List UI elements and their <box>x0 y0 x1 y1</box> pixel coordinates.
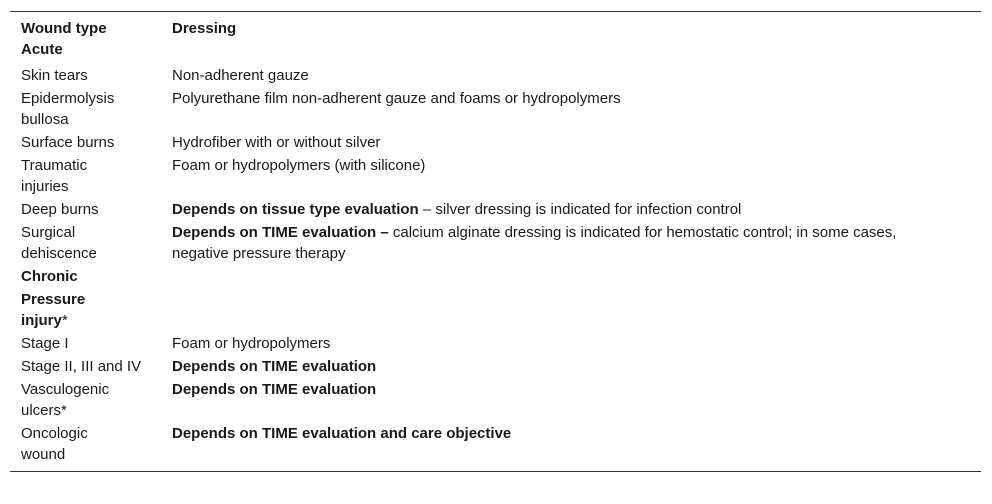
dressing-cell <box>172 423 932 444</box>
dressing-emphasis: Depends on TIME evaluation <box>172 358 377 375</box>
wound-type-cell: Oncologic wound <box>21 425 88 463</box>
subsection-pressure-text: Pressure injury <box>21 291 86 329</box>
dressing-cell <box>172 356 932 377</box>
header-dressing-label: Dressing <box>172 20 237 37</box>
wound-type-cell: Epidermolysis bullosa <box>21 90 115 128</box>
wound-type-cell: Traumatic injuries <box>21 157 88 195</box>
header-wound-type-label: Wound type <box>21 20 107 37</box>
table-row <box>10 132 981 153</box>
wound-type-cell: Vasculogenic ulcers* <box>21 381 110 419</box>
dressing-cell: Non-adherent gauze <box>172 67 309 84</box>
dressing-cell: Foam or hydropolymers (with silicone) <box>172 157 426 174</box>
subsection-header-row <box>10 289 981 331</box>
wound-type-cell: Surface burns <box>21 134 115 151</box>
dressing-emphasis: Depends on TIME evaluation <box>172 381 377 398</box>
dressing-emphasis: Depends on tissue type evaluation <box>172 201 419 218</box>
section-chronic-label <box>10 266 172 287</box>
dressing-emphasis: Depends on TIME evaluation – <box>172 224 389 241</box>
table-row <box>10 65 981 86</box>
section-chronic-text: Chronic <box>21 268 78 285</box>
table-row <box>10 356 981 377</box>
dressing-cell: Polyurethane film non-adherent gauze and foams or hydropolymers <box>172 90 621 107</box>
table-row <box>10 423 981 471</box>
subsection-pressure-label <box>10 289 172 331</box>
wound-type-cell: Stage I <box>21 335 69 352</box>
section-header-row <box>10 266 981 287</box>
section-acute-label: Acute <box>21 41 63 58</box>
table-row <box>10 222 981 264</box>
header-wound-type <box>10 18 172 60</box>
dressing-cell: Foam or hydropolymers <box>172 335 331 352</box>
wound-dressing-table <box>10 11 981 472</box>
wound-type-cell: Skin tears <box>21 67 88 84</box>
dressing-cell <box>172 222 912 264</box>
wound-type-cell: Surgical dehiscence <box>21 224 97 262</box>
footnote-asterisk: * <box>61 312 68 329</box>
wound-type-cell: Stage II, III and IV <box>21 358 142 375</box>
table-row <box>10 199 981 220</box>
table-row <box>10 88 981 130</box>
table-row <box>10 333 981 354</box>
wound-type-cell: Deep burns <box>21 201 99 218</box>
dressing-cell <box>172 199 932 220</box>
dressing-detail: calcium alginate dressing is indicated for hemostatic control; in some cases, negative pressure therapy <box>172 224 897 262</box>
table-header <box>10 12 981 63</box>
table-row <box>10 155 981 197</box>
header-dressing <box>172 18 932 39</box>
dressing-detail: – silver dressing is indicated for infection control <box>418 201 742 218</box>
table-row <box>10 379 981 421</box>
dressing-cell: Hydrofiber with or without silver <box>172 134 381 151</box>
dressing-cell <box>172 379 932 400</box>
dressing-emphasis: Depends on TIME evaluation and care objective <box>172 425 512 442</box>
